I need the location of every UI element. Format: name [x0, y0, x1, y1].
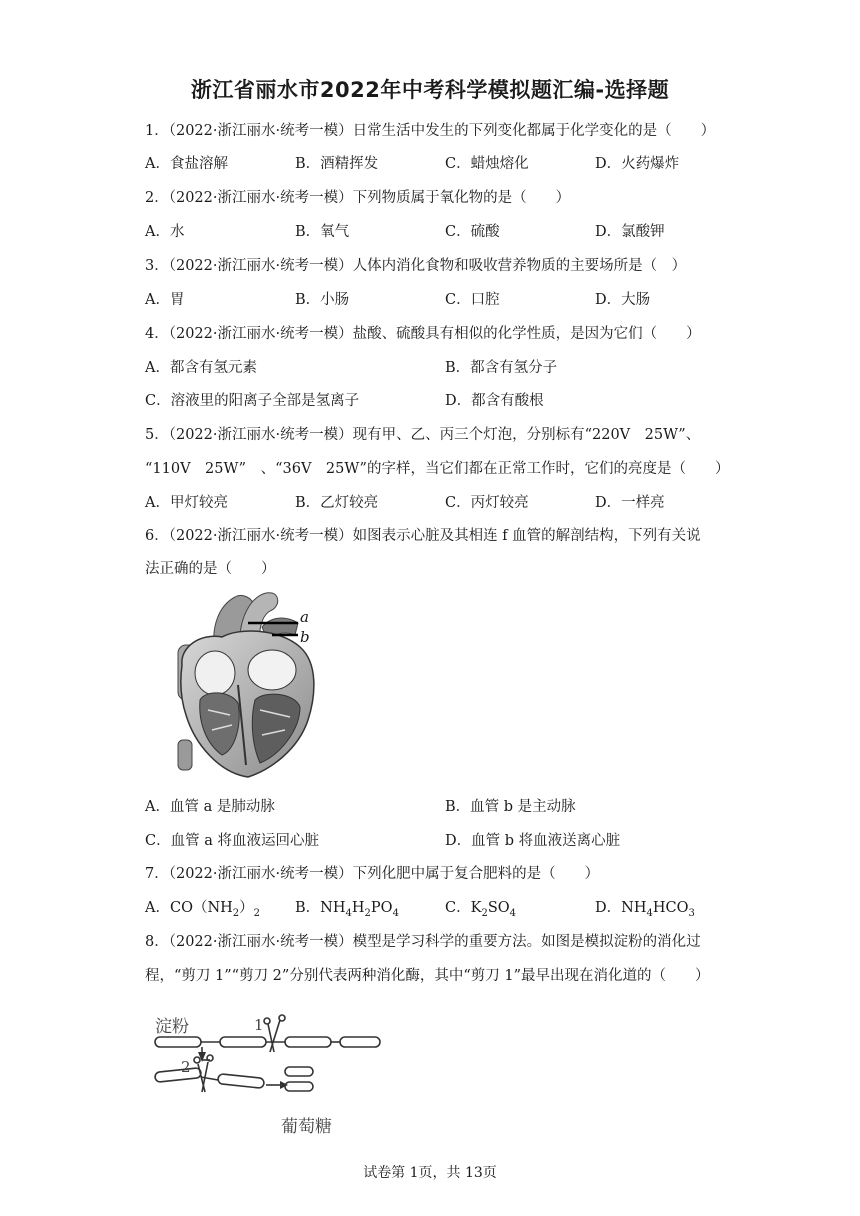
- q5-option-d: D．一样亮: [595, 495, 665, 511]
- q2-option-b: B．氧气: [295, 224, 350, 240]
- q4-option-a: A．都含有氢元素: [145, 360, 257, 376]
- heart-label-a: a: [300, 608, 309, 626]
- q6-option-a: A．血管 a 是肺动脉: [145, 799, 275, 815]
- question-2-stem: 2．（2022·浙江丽水·统考一模）下列物质属于氧化物的是（ ）: [145, 190, 571, 206]
- question-8-stem-line2: 程，“剪刀 1”“剪刀 2”分别代表两种消化酶，其中“剪刀 1”最早出现在消化道的（ ）: [145, 968, 710, 984]
- q5-option-b: B．乙灯较亮: [295, 495, 379, 511]
- question-4-stem: 4．（2022·浙江丽水·统考一模）盐酸、硫酸具有相似的化学性质，是因为它们（ ）: [145, 326, 701, 342]
- q4-option-d: D．都含有酸根: [445, 393, 544, 409]
- page-footer: 试卷第 1页，共 13页: [363, 1165, 497, 1181]
- question-8-stem-line1: 8．（2022·浙江丽水·统考一模）模型是学习科学的重要方法。如图是模拟淀粉的消化过: [145, 934, 701, 950]
- q7-option-d: D．$NH_4HCO_3$: [595, 900, 695, 919]
- q7-option-a: A．$CO(NH_2)_2$: [145, 900, 261, 919]
- q5-option-a: A．甲灯较亮: [145, 495, 228, 511]
- q3-option-c: C．口腔: [445, 292, 500, 308]
- label-glucose: 葡萄糖: [281, 1117, 332, 1137]
- question-6-stem-line1: 6．（2022·浙江丽水·统考一模）如图表示心脏及其相连 f 血管的解剖结构，下列有关说: [145, 528, 701, 544]
- label-scissor-1: 1: [254, 1016, 264, 1034]
- q4-option-b: B．都含有氢分子: [445, 360, 558, 376]
- q4-option-c: C．溶液里的阳离子全部是氢离子: [145, 393, 360, 409]
- q3-option-b: B．小肠: [295, 292, 350, 308]
- q2-option-c: C．硫酸: [445, 224, 500, 240]
- label-starch: 淀粉: [155, 1017, 189, 1037]
- q6-option-d: D．血管 b 将血液送离心脏: [445, 833, 621, 849]
- question-5-stem-line1: 5．（2022·浙江丽水·统考一模）现有甲、乙、丙三个灯泡，分别标有“220V 25W”、: [145, 427, 701, 443]
- heart-label-b: b: [300, 628, 310, 646]
- q3-option-d: D．大肠: [595, 292, 651, 308]
- q7-option-c: C．$K_2SO_4$: [445, 900, 517, 919]
- q1-option-d: D．火药爆炸: [595, 156, 680, 172]
- q6-option-c: C．血管 a 将血液运回心脏: [145, 833, 319, 849]
- q7-option-b: B．$NH_4H_2PO_4$: [295, 900, 399, 919]
- q1-option-c: C．蜡烛熔化: [445, 156, 529, 172]
- question-7-stem: 7．（2022·浙江丽水·统考一模）下列化肥中属于复合肥料的是（ ）: [145, 866, 600, 882]
- q5-option-c: C．丙灯较亮: [445, 495, 529, 511]
- q6-option-b: B．血管 b 是主动脉: [445, 799, 576, 815]
- question-5-stem-line2: “110V 25W” 、“36V 25W”的字样，当它们都在正常工作时，它们的亮度是（ ）: [145, 461, 730, 477]
- q1-option-b: B．酒精挥发: [295, 156, 379, 172]
- q3-option-a: A．胃: [145, 292, 185, 308]
- q2-option-d: D．氯酸钾: [595, 224, 665, 240]
- q1-option-a: A．食盐溶解: [145, 156, 228, 172]
- page-title: 浙江省丽水市2022年中考科学模拟题汇编-选择题: [190, 78, 670, 102]
- q2-option-a: A．水: [145, 224, 185, 240]
- label-scissor-2: 2: [181, 1058, 191, 1076]
- question-6-stem-line2: 法正确的是（ ）: [145, 561, 276, 577]
- question-3-stem: 3．（2022·浙江丽水·统考一模）人体内消化食物和吸收营养物质的主要场所是（ ）: [145, 258, 687, 274]
- question-1-stem: 1．（2022·浙江丽水·统考一模）日常生活中发生的下列变化都属于化学变化的是（ ）: [145, 123, 716, 139]
